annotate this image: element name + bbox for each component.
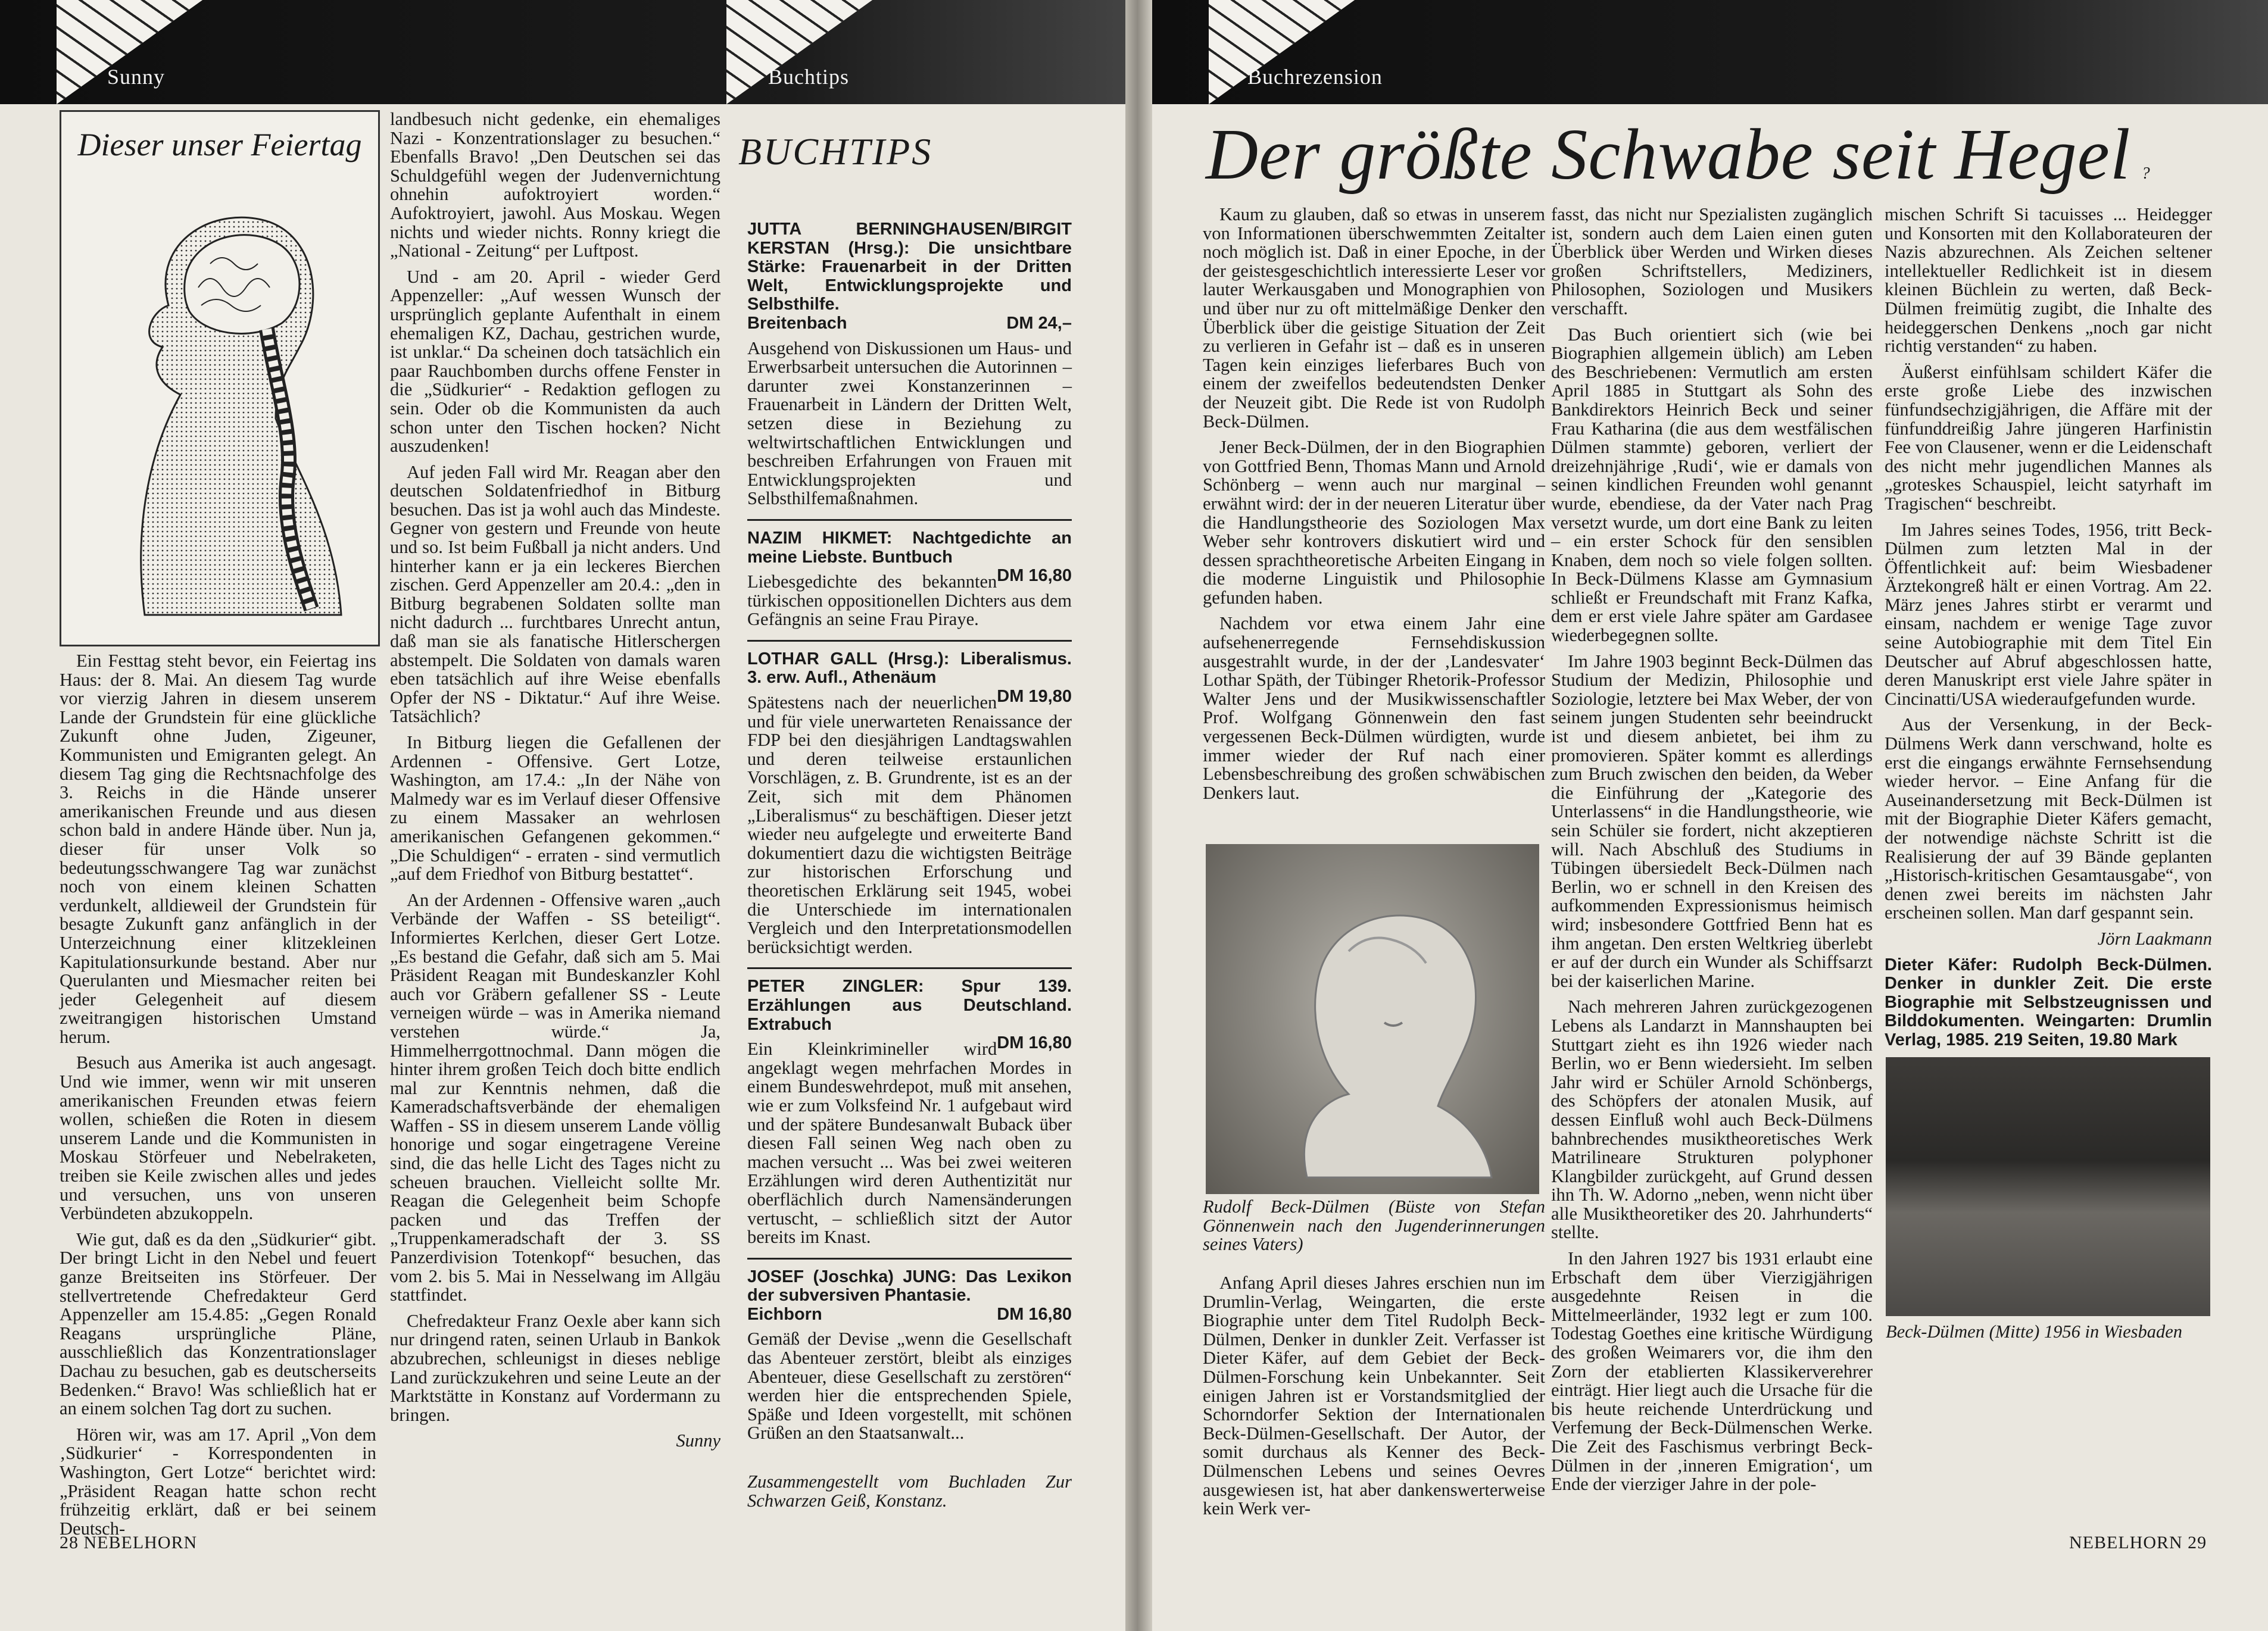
book-heading bbox=[747, 220, 1072, 333]
paragraph: Und - am 20. April - wieder Gerd Appenzeller: „Auf wessen Wunsch der ursprünglich geplante Aufenthalt in einem ehemaligen KZ, Dachau, gestrichen wurde, ist unklar.“ Da scheinen doch tatsächlich ein paar Rauchbomben durchs offene Fenster in die „Südkurier“ - Redaktion geflogen zu sein. Oder ob die Kommunisten da auch schon unter den Tischen hocken? Nicht auszudenken! bbox=[390, 266, 720, 457]
paragraph: Kaum zu glauben, daß so etwas in unserem von Informationen überschwemmten Zeitalter noch möglich ist. Daß in einer Epoche, in der der geistesgeschichtlich interessierte Leser vor lauter Werkausgaben und Monographien von und über nur zu oft mittelmäßige Denker den Überblick über die geistige Situation der Zeit zu verlieren in Gefahr ist – daß es in unseren Tagen kein einziges lieferbares Buch von einem der zweifellos bedeutendsten Denker der Neuzeit gibt. Die Rede ist von Rudolph Beck-Dülmen. bbox=[1203, 204, 1545, 432]
book-heading bbox=[747, 528, 1072, 586]
book-heading bbox=[747, 1268, 1072, 1324]
book-heading bbox=[747, 649, 1072, 707]
folio-right: NEBELHORN 29 bbox=[2069, 1533, 2207, 1552]
review-column-1b bbox=[1203, 1274, 1545, 1526]
feiertag-illustration-box bbox=[60, 110, 380, 646]
paragraph: Nach mehreren Jahren zurückgezogenen Lebens als Landarzt in Mannshaupten bei Stuttgart zieht es ihn 1926 wieder nach Berlin, wo er Benn wiedersieht. Im selben Jahr wird er Schüler Arnold Schönbergs, des Schöpfers der atonalen Musik, auf dessen Einfluß wohl auch Beck-Dülmens bahnbrechendes musiktheoretisches Werk Matrilineare Strukturen polyphoner Klangbilder zurückgeht, auf Grund dessen ihn Th. W. Adorno „neben, wenn nicht über alle Musiktheoretiker des 20. Jahrhunderts“ stellte. bbox=[1551, 996, 1873, 1243]
paragraph: Besuch aus Amerika ist auch angesagt. Und wie immer, wenn wir mit unseren amerikanischen Freunden etwas feiern wollen, schießen die Roten in diesem unserem Lande und die Kommunisten in Moskau Störfeuer und Nebelraketen, treiben sie Keile zwischen alles und jedes und versuchen, uns von unseren Verbündeten abzukoppeln. bbox=[60, 1052, 376, 1224]
headline-text: Der größte Schwabe seit Hegel bbox=[1206, 114, 2131, 195]
section-tag-sunny: Sunny bbox=[107, 65, 166, 89]
book-price: DM 16,80 bbox=[997, 566, 1072, 586]
section-tag-buchrezension: Buchrezension bbox=[1247, 65, 1383, 89]
paragraph: Im Jahres seines Todes, 1956, tritt Beck-Dülmen zum letzten Mal in der Öffentlichkeit auf: beim Wiesbadener Ärztekongreß hält er einen Vortrag. Am 22. März jenes Jahres stirbt er verarmt und einsam, nachdem er wenige Tage zuvor seine Autobiographie mit dem Titel Ein Deutscher auf Abruf abgeschlossen hatte, deren Manuskript erst viele Jahre später in Cincinatti/USA wiederaufgefunden wurde. bbox=[1885, 519, 2212, 709]
book-publisher: Eichborn bbox=[747, 1304, 822, 1324]
feiertag-column-1 bbox=[60, 652, 376, 1545]
feiertag-column-2 bbox=[390, 110, 720, 1458]
book-title: JUTTA BERNINGHAUSEN/BIRGIT KERSTAN (Hrsg.): Die unsichtbare Stärke: Frauenarbeit in der Dritten Welt, Entwicklungsprojekte und Selbsthilfe. bbox=[747, 220, 1072, 314]
paragraph: Wie gut, daß es da den „Südkurier“ gibt. Der bringt Licht in den Nebel und feuert ganze Breitseiten ins Störfeuer. Der stellvertretende Chefredakteur Gerd Appenzeller am 15.4.85: „Gegen Ronald Reagans ursprüngliche Pläne, ausschließlich das Konzentrationslager Dachau zu besuchen, gab es deutscherseits Bedenken.“ Bravo! Was schließlich hat er an einem solchen Tag dort zu suchen. bbox=[60, 1229, 376, 1419]
review-column-2 bbox=[1551, 205, 1873, 1501]
book-description: Ausgehend von Diskussionen um Haus- und Erwerbsarbeit untersuchen die Autorinnen – darunter zwei Konstanzerinnen – Frauenarbeit in Ländern der Dritten Welt, setzen diese in Beziehung zu weltwirtschaftlichen Entwicklungen und beschreiben Erfahrungen von Frauen mit Entwicklungsprojekten und Selbsthilfemaßnahmen. bbox=[747, 338, 1072, 509]
bust-sculpture-icon bbox=[1206, 844, 1539, 1194]
book-title: JOSEF (Joschka) JUNG: Das Lexikon der subversiven Phantasie. bbox=[747, 1267, 1072, 1305]
review-column-1 bbox=[1203, 205, 1545, 810]
book-publisher: Breitenbach bbox=[747, 313, 847, 333]
feiertag-title: Dieser unser Feiertag bbox=[77, 127, 362, 163]
book-info: Dieter Käfer: Rudolph Beck-Dülmen. Denker in dunkler Zeit. Die erste Biographie mit Selbstzeugnissen und Bilddokumenten. Weingarten: Drumlin Verlag, 1985. 219 Seiten, 19.80 Mark bbox=[1885, 955, 2212, 1049]
paragraph: Das Buch orientiert sich (wie bei Biographien allgemein üblich) am Leben des Beschriebenen: Vermutlich am ersten April 1885 in Stuttgart als Sohn des Bankdirektors Heinrich Beck und seiner Frau Katharina (die aus dem westfälischen Dülmen stammte) geboren, verliert der dreizehnjährige ‚Rudi‘, wie er damals von seinen kindlichen Freunden wohl genannt wurde, ebendiese, da der Vater nach Prag versetzt wurde, um dort eine Bank zu leiten – ein erster Schock für den sensiblen Knaben, dem noch so viele folgen sollten. In Beck-Dülmens Klasse am Gymnasium schließt er Freundschaft mit Franz Kafka, dem er erst viele Jahre später am Gardasee wiederbegegnen sollte. bbox=[1551, 324, 1873, 646]
book-price: DM 19,80 bbox=[997, 687, 1072, 707]
book-divider bbox=[747, 519, 1072, 521]
paragraph: landbesuch nicht gedenke, ein ehemaliges Nazi - Konzentrationslager zu besuchen.“ Ebenfalls Bravo! „Den Deutschen sei das Schuldgefühl wegen der Judenvernichtung ohnehin aufoktroyiert worden.“ Aufoktroyiert, jawohl. Aus Moskau. Wegen nichts und wieder nichts. Ronny kriegt die „National - Zeitung“ per Luftpost. bbox=[390, 109, 720, 261]
book-divider bbox=[747, 640, 1072, 642]
paragraph: Aus der Versenkung, in der Beck-Dülmens Werk dann verschwand, holte es erst die eingangs erwähnte Fernsehsendung wieder hervor. – Eine Anfang für die Auseinandersetzung mit Beck-Dülmen ist mit der Biographie Dieter Käfers gemacht, der notwendige nächste Schritt ist die Realisierung der auf 39 Bände geplanten „Historisch-kritischen Gesamtausgabe“, von denen zwei bereits im nächsten Jahr erscheinen sollen. Man darf gespannt sein. bbox=[1885, 714, 2212, 923]
signature: Sunny bbox=[676, 1430, 720, 1451]
book-description: Spätestens nach der neuerlichen und für viele unerwarteten Renaissance der FDP bei den diesjährigen Landtagswahlen und deren teilweise erstaunlichen Vorschlägen, z. B. Grundrente, ist es an der Zeit, sich mit dem Phänomen „Liberalismus“ zu beschäftigen. Dieser jetzt wieder neu aufgelegte und erweiterte Band dokumentiert dazu die wichtigsten Beiträge zur historischen Erforschung und theoretischen Erklärung seit 1945, wobei die Unterschiede im internationalen Vergleich und den Interpretationsmodellen berücksichtigt werden. bbox=[747, 692, 1072, 957]
book-price: DM 16,80 bbox=[997, 1304, 1072, 1324]
book-title: NAZIM HIKMET: Nachtgedichte an meine Liebste. Buntbuch bbox=[747, 528, 1072, 567]
spine bbox=[1125, 0, 1152, 1631]
folio-left: 28 NEBELHORN bbox=[60, 1533, 198, 1552]
book-description: Liebesgedichte des bekannten türkischen oppositionellen Dichters aus dem Gefängnis an seine Frau Piraye. bbox=[747, 571, 1072, 630]
bust-photo bbox=[1206, 844, 1539, 1194]
book-publisher-line bbox=[747, 1305, 1072, 1324]
paragraph: In den Jahren 1927 bis 1931 erlaubt eine Erbschaft dem über Vierzigjährigen ausgedehnte Reisen in die Mittelmeerländer, 1932 legt er zum 100. Todestag Goethes eine kritische Würdigung des großen Weimarers vor, die ihm den Zorn der etablierten Klassikerverehrer einträgt. Hier liegt auch die Ursache für die bis heute reichende Unterdrückung und Verfemung der Beck-Dülmenschen Werke. Die Zeit des Faschismus verbringt Beck-Dülmen in der ‚inneren Emigration‘, um Ende der vierziger Jahre in der pole- bbox=[1551, 1248, 1873, 1495]
paragraph: An der Ardennen - Offensive waren „auch Verbände der Waffen - SS beteiligt“. Informiertes Kerlchen, dieser Gert Lotze. „Es bestand die Gefahr, daß sich am 5. Mai Präsident Reagan mit Bundeskanzler Kohl auch vor Gräbern gefallener SS - Leute verneigen würde – was in Amerika niemand verstehen würde.“ Ja, Himmelherrgottnochmal. Dann mögen die hinter ihrem großen Teich doch bitte endlich mal zur Kenntnis nehmen, daß die Kameradschaftsverbände der ehemaligen Waffen - SS in diesem unserem Lande völlig honorige und sogar eingetragene Vereine sind, die das helle Licht des Tages nicht zu scheuen brauchen. Vielleicht sollte Mr. Reagan die Gelegenheit beim Schopfe packen und das Treffen der „Truppenkameradschaft der 3. SS Panzerdivision Totenkopf“ besuchen, das vom 2. bis 5. Mai in Nesselwang im Allgäu stattfindet. bbox=[390, 889, 720, 1305]
buchtips-column bbox=[747, 220, 1072, 1517]
paragraph: Anfang April dieses Jahres erschien nun im Drumlin-Verlag, Weingarten, die erste Biographie unter dem Titel Rudolph Beck-Dülmen, Denker in dunkler Zeit. Verfasser ist Dieter Käfer, auf dem Gebiet der Beck-Dülmen-Forschung kein Unbekannter. Seit einigen Jahren ist er Vorstandsmitglied der Schorndorfer Sektion der Internationalen Beck-Dülmen-Gesellschaft. Der Autor, der somit durchaus als Kenner des Beck-Dülmenschen Lebens und seines Oevres ausgewiesen ist, hat aber dankenswerterweise kein Werk ver- bbox=[1203, 1273, 1545, 1519]
paragraph: Chefredakteur Franz Oexle aber kann sich nur dringend raten, seinen Urlaub in Bankok abzubrechen, schleunigst in dieses neblige Land zurückzukehren und seine Leute an der Marktstätte in Konstanz auf Vordermann zu bringen. bbox=[390, 1310, 720, 1425]
book-title: LOTHAR GALL (Hrsg.): Liberalismus. 3. erw. Aufl., Athenäum bbox=[747, 649, 1072, 688]
paragraph: Hören wir, was am 17. April „Von dem ‚Südkurier‘ - Korrespondenten in Washington, Gert Lotze“ berichtet wird: „Präsident Reagan hatte schon recht frühzeitig erklärt, daß er bei seinem Deutsch- bbox=[60, 1424, 376, 1539]
book-price: DM 16,80 bbox=[997, 1033, 1072, 1053]
buchtips-title: BUCHTIPS bbox=[738, 130, 933, 173]
paragraph: Auf jeden Fall wird Mr. Reagan aber den deutschen Soldatenfriedhof in Bitburg besuchen. Das ist ja wohl auch das Mindeste. Gegner von gestern und Freunde von heute und so. Ist beim Fußball ja nicht anders. Und hinterher kann er ja ein leckeres Bierchen zischen. Gerd Appenzeller am 20.4.: „den in Bitburg begrabenen Soldaten sollte man nicht dadurch ... furchtbares Unrecht antun, daß man sie als fanatische Hitlerschergen abstempelt. Die Soldaten von damals waren eben tatsächlich auf ihre Weise ebenfalls Opfer der NS - Diktatur.“ Auf ihre Weise. Tatsächlich? bbox=[390, 461, 720, 727]
profile-head-brain-spine-icon bbox=[61, 168, 378, 645]
book-publisher-line bbox=[747, 314, 1072, 333]
book-description: Gemäß der Devise „wenn die Gesellschaft das Abenteuer zerstört, bleibt als einziges Abenteuer, diese Gesellschaft zu zerstören“ werden hier die entsprechenden Spiele, Späße und Ideen vorgestellt, mit schönen Grüßen an den Staatsanwalt... bbox=[747, 1329, 1072, 1443]
paragraph: Äußerst einfühlsam schildert Käfer die erste große Liebe des inzwischen fünfundsechzigjährigen, die Affäre mit der fünfunddreißig Jahre jüngeren Harfinistin Fee von Clausener, wenn er die Leidenschaft des nicht mehr jugendlichen Mannes als „groteskes Schauspiel, leicht satyrhaft im Tragischen“ beschreibt. bbox=[1885, 361, 2212, 514]
book-divider bbox=[747, 1258, 1072, 1260]
paragraph: fasst, das nicht nur Spezialisten zugänglich ist, sondern auch dem Laien einen guten Überblick über Werden und Wirken dieses großen Schriftstellers, Mediziners, Philosophen, Soziologen und Musikers verschafft. bbox=[1551, 204, 1873, 318]
paragraph: Jener Beck-Dülmen, der in den Biographien von Gottfried Benn, Thomas Mann und Arnold Schönberg – wenn auch nur marginal – erwähnt wird: der in der neueren Literatur über die Handlungstheorie des Soziologen Max Weber sehr kontrovers diskutiert wird und dessen sprachtheoretische Arbeiten Eingang in die moderne Linguistik und Philosophie gefunden haben. bbox=[1203, 437, 1546, 608]
bust-caption: Rudolf Beck-Dülmen (Büste von Stefan Gönnenwein nach den Jugenderinnerungen seines Vaters) bbox=[1203, 1196, 1545, 1255]
event-caption: Beck-Dülmen (Mitte) 1956 in Wiesbaden bbox=[1886, 1321, 2183, 1342]
book-price: DM 24,– bbox=[1006, 313, 1072, 333]
reviewer-name: Jörn Laakmann bbox=[2097, 928, 2212, 949]
book-description: Ein Kleinkrimineller wird angeklagt wegen mehrfachen Mordes in einem Bundeswehrdepot, muß mit ansehen, wie er zum Volksfeind Nr. 1 aufgebaut wird und der spätere Bundesanwalt Buback über diesen Fall seinen Weg nach oben zu machen versucht ... Was bei zwei weiteren Erzählungen wird deren Authentizität nur oberflächlich durch Namensänderungen vertuscht, – schließlich sitzt der Autor bereits im Knast. bbox=[747, 1039, 1072, 1248]
book-divider bbox=[747, 967, 1072, 969]
section-tag-buchtips: Buchtips bbox=[768, 65, 850, 89]
book-title: PETER ZINGLER: Spur 139. Erzählungen aus Deutschland. Extrabuch bbox=[747, 977, 1072, 1034]
headline-mark: ? bbox=[2141, 164, 2151, 183]
headline bbox=[1206, 113, 2151, 196]
paragraph: In Bitburg liegen die Gefallenen der Ardennen - Offensive. Gert Lotze, Washington, am 17.4.: „In der Nähe von Malmedy war es im Verlauf dieser Offensive zu einem Massaker an wehrlosen amerikanischen Gefangenen gekommen.“ „Die Schuldigen“ - erraten - sind vermutlich „auf dem Friedhof von Bitburg bestattet“. bbox=[390, 732, 720, 885]
review-column-3 bbox=[1885, 205, 2212, 1057]
paragraph: Ein Festtag steht bevor, ein Feiertag ins Haus: der 8. Mai. An diesem Tag wurde vor vierzig Jahren in diesem unserem Lande der Grundstein für eine glückliche Zukunft ohne Juden, Zigeuner, Kommunisten und Emigranten gelegt. An diesem Tag ging die Rechtsnachfolge des 3. Reichs in die Hände unserer amerikanischen Freunde und aus diesen schon bald in andere Hände über. Nun ja, dieser für unser Volk so bedeutungsschwangere Tag war zunächst noch von einem kleinen Schatten verdunkelt, alldieweil der Grundstein für besagte Zukunft ganz anfänglich in der Unterzeichnung einer klitzekleinen Kapitulationsurkunde bestand. Aber nur Querulanten und Miesmacher reiten bei jeder Gelegenheit auf diesem zweitrangigen historischen Umstand herum. bbox=[60, 651, 376, 1047]
event-photo bbox=[1886, 1057, 2210, 1316]
buchtips-footer: Zusammengestellt vom Buchladen Zur Schwarzen Geiß, Konstanz. bbox=[747, 1471, 1072, 1511]
paragraph: mischen Schrift Si tacuisses ... Heidegger und Konsorten mit den Kollaborateuren der Nazis abzurechnen. Als Zeichen seltener intellektueller Redlichkeit ist in diesem kleinen Büchlein zu werten, daß Beck-Dülmen freimütig zugibt, die Inhalte des heideggerschen Denkens „noch gar nicht richtig verstanden“ zu haben. bbox=[1885, 204, 2212, 357]
paragraph: Nachdem vor etwa einem Jahr eine aufsehenerregende Fernsehdiskussion ausgestrahlt wurde, in der der ‚Landesvater‘ Lothar Späth, der Tübinger Rhetorik-Professor Walter Jens und der Musikwissenschaftler Prof. Wolfgang Gönnenwein den fast vergessenen Beck-Dülmen würdigten, wurde immer wieder der Ruf nach einer Lebensbeschreibung des großen schwäbischen Denkers laut. bbox=[1203, 613, 1545, 803]
paragraph: Im Jahre 1903 beginnt Beck-Dülmen das Studium der Medizin, Philosophie und Soziologie, letztere bei Max Weber, der von seinem jungen Studenten sehr beeindruckt ist und diesem anbietet, bei ihm zu promovieren. Später kommt es allerdings zum Bruch zwischen den beiden, da Weber die Einführung der „Kategorie des Unterlassens“ in die Handlungstheorie, wie sein Schüler sie fordert, nicht akzeptieren will. Nach Abschluß des Studiums in Tübingen übersiedelt Beck-Dülmen nach Berlin, wo er schnell in den Kreisen des aufkommenden Expressionismus heimisch wird; insbesondere Gottfried Benn hat es ihm angetan. Den ersten Weltkrieg überlebt er auf der durch ein Wunder als Schiffsarzt bei der kaiserlichen Marine. bbox=[1551, 651, 1873, 991]
book-heading bbox=[747, 977, 1072, 1053]
